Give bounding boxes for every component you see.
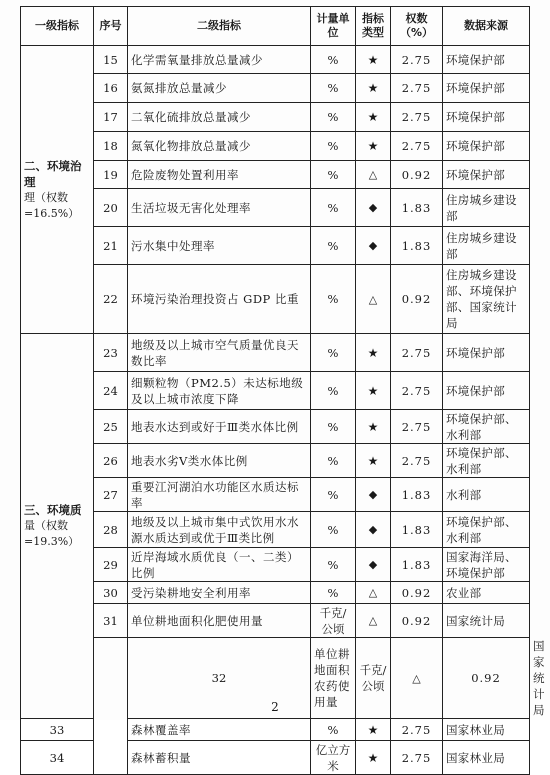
- unit-cell: 千克/公顷: [356, 638, 391, 719]
- row-number: 18: [94, 132, 128, 161]
- weight-cell: 1.83: [391, 227, 443, 265]
- row-number: 29: [94, 548, 128, 582]
- indicator-name: 地级及以上城市集中式饮用水水源水质达到或优于Ⅲ类比例: [128, 512, 311, 548]
- indicator-name: 氨氮排放总量减少: [128, 74, 311, 103]
- unit-cell: %: [311, 334, 356, 372]
- source-cell: 环境保护部: [443, 161, 530, 189]
- triangle-icon: △: [368, 586, 378, 599]
- star-icon: ★: [367, 52, 379, 67]
- source-cell: 农业部: [443, 582, 530, 604]
- unit-cell: %: [311, 189, 356, 227]
- table-row: [21, 103, 530, 132]
- indicator-name: 二氧化硫排放总量减少: [128, 103, 311, 132]
- header-weight: 权数（%）: [391, 7, 443, 46]
- table-row: [21, 478, 530, 512]
- row-number: 31: [94, 604, 128, 638]
- source-cell: 国家林业局: [443, 741, 530, 775]
- table-row: [21, 161, 530, 189]
- source-cell: 环境保护部、水利部: [443, 512, 530, 548]
- indicator-name: 近岸海域水质优良（一、二类）比例: [128, 548, 311, 582]
- type-cell: [356, 582, 391, 604]
- header-unit: 计量单位: [311, 7, 356, 46]
- unit-cell: %: [311, 410, 356, 444]
- star-icon: ★: [367, 110, 379, 124]
- source-cell: 环境保护部: [443, 372, 530, 410]
- unit-cell: %: [311, 444, 356, 478]
- category-weight-value: =16.5%）: [24, 206, 80, 220]
- table-row: [21, 132, 530, 161]
- category-weight-prefix: 理（权数: [24, 190, 68, 204]
- category-weight-prefix: 量（权数: [24, 519, 68, 532]
- type-cell: [356, 741, 391, 775]
- weight-cell: 0.92: [391, 582, 443, 604]
- diamond-icon: ◆: [368, 523, 378, 536]
- source-cell: 国家海洋局、环境保护部: [443, 548, 530, 582]
- star-icon: ★: [367, 81, 379, 95]
- type-cell: [356, 334, 391, 372]
- weight-cell: 1.83: [391, 189, 443, 227]
- row-number: 32: [128, 638, 311, 719]
- indicator-name: 污水集中处理率: [128, 227, 311, 265]
- indicator-name: 单位耕地面积化肥使用量: [128, 604, 311, 638]
- unit-cell: 千克/公顷: [311, 604, 356, 638]
- type-cell: [356, 372, 391, 410]
- diamond-icon: ◆: [368, 239, 378, 252]
- weight-cell: 2.75: [391, 103, 443, 132]
- row-number: 22: [94, 265, 128, 334]
- category-cell-env-quality: [21, 334, 94, 719]
- type-cell: [356, 512, 391, 548]
- type-cell: [356, 265, 391, 334]
- source-cell: 环境保护部: [443, 132, 530, 161]
- unit-cell: %: [311, 46, 356, 74]
- weight-cell: 2.75: [391, 46, 443, 74]
- unit-cell: %: [311, 161, 356, 189]
- table-row: 32 单位耕地面积农药使用量 千克/公顷 △ 0.92 国家统计局: [21, 638, 530, 719]
- row-number: 23: [94, 334, 128, 372]
- table-row: [21, 582, 530, 604]
- row-number: 25: [94, 410, 128, 444]
- star-icon: ★: [367, 139, 379, 153]
- category-title: 三、环境质: [24, 503, 82, 517]
- unit-cell: %: [311, 719, 356, 741]
- weight-cell: 2.75: [391, 74, 443, 103]
- header-source: 数据来源: [443, 7, 530, 46]
- source-cell: 环境保护部: [443, 74, 530, 103]
- table-row: [21, 604, 530, 638]
- type-cell: [356, 161, 391, 189]
- type-cell: [356, 132, 391, 161]
- type-cell: [356, 227, 391, 265]
- row-number: 33: [21, 719, 94, 741]
- triangle-icon: △: [368, 292, 378, 306]
- indicator-name: 细颗粒物（PM2.5）未达标地级及以上城市浓度下降: [128, 372, 311, 410]
- table-row: [21, 334, 530, 372]
- indicator-name: 化学需氧量排放总量减少: [128, 46, 311, 74]
- row-number: 28: [94, 512, 128, 548]
- type-cell: [356, 103, 391, 132]
- source-cell: 住房城乡建设部: [443, 227, 530, 265]
- source-cell: 国家林业局: [443, 719, 530, 741]
- type-cell: [356, 410, 391, 444]
- unit-cell: %: [311, 74, 356, 103]
- unit-cell: %: [311, 372, 356, 410]
- row-number: 26: [94, 444, 128, 478]
- weight-cell: 2.75: [391, 334, 443, 372]
- indicator-name: 氮氧化物排放总量减少: [128, 132, 311, 161]
- weight-cell: 2.75: [391, 132, 443, 161]
- table-row: [21, 46, 530, 74]
- indicator-name: 受污染耕地安全利用率: [128, 582, 311, 604]
- triangle-icon: △: [412, 671, 421, 685]
- type-cell: [356, 46, 391, 74]
- unit-cell: %: [311, 103, 356, 132]
- source-cell: 环境保护部: [443, 46, 530, 74]
- indicator-name: 森林覆盖率: [128, 719, 311, 741]
- type-cell: [356, 444, 391, 478]
- star-icon: ★: [367, 419, 379, 434]
- category-title: 二、环境治理: [24, 158, 82, 189]
- weight-cell: 0.92: [391, 161, 443, 189]
- table-header-row: [21, 7, 530, 46]
- indicator-table: [20, 6, 545, 775]
- indicator-name: 地表水达到或好于Ⅲ类水体比例: [128, 410, 311, 444]
- source-cell: 环境保护部: [443, 103, 530, 132]
- source-cell: 住房城乡建设部、环境保护部、国家统计局: [443, 265, 530, 334]
- indicator-name: 地表水劣Ⅴ类水体比例: [128, 444, 311, 478]
- header-type: 指标类型: [356, 7, 391, 46]
- indicator-name: 单位耕地面积农药使用量: [311, 638, 356, 719]
- weight-cell: 1.83: [391, 478, 443, 512]
- table-row: [21, 265, 530, 334]
- weight-cell: 0.92: [391, 265, 443, 334]
- row-number: 34: [21, 741, 94, 775]
- weight-cell: 0.92: [443, 638, 530, 719]
- indicator-name: 环境污染治理投资占 GDP 比重: [128, 265, 311, 334]
- source-cell: 环境保护部、水利部: [443, 444, 530, 478]
- weight-cell: 1.83: [391, 512, 443, 548]
- table-row: [21, 512, 530, 548]
- source-cell: 国家统计局: [443, 604, 530, 638]
- star-icon: ★: [367, 453, 379, 468]
- category-weight-value: =19.3%）: [24, 535, 80, 548]
- row-number: 21: [94, 227, 128, 265]
- weight-cell: 2.75: [391, 410, 443, 444]
- row-number: 15: [94, 46, 128, 74]
- source-cell: 环境保护部、水利部: [443, 410, 530, 444]
- unit-cell: 亿立方米: [311, 741, 356, 775]
- weight-cell: 1.83: [391, 548, 443, 582]
- indicator-name: 地级及以上城市空气质量优良天数比率: [128, 334, 311, 372]
- type-cell: [356, 478, 391, 512]
- type-cell: [356, 548, 391, 582]
- category-cell-env-governance: [21, 46, 94, 334]
- row-number: 24: [94, 372, 128, 410]
- diamond-icon: ◆: [368, 558, 378, 571]
- star-icon: ★: [367, 722, 379, 737]
- table-row: [21, 372, 530, 410]
- type-cell: [356, 74, 391, 103]
- type-cell: [356, 189, 391, 227]
- row-number: 16: [94, 74, 128, 103]
- weight-cell: 0.92: [391, 604, 443, 638]
- type-cell: [356, 719, 391, 741]
- unit-cell: %: [311, 227, 356, 265]
- table-row: [21, 444, 530, 478]
- triangle-icon: △: [368, 614, 378, 627]
- indicator-name: 重要江河湖泊水功能区水质达标率: [128, 478, 311, 512]
- row-number: 30: [94, 582, 128, 604]
- header-category: 一级指标: [21, 7, 94, 46]
- header-number: 序号: [94, 7, 128, 46]
- table-row: [21, 189, 530, 227]
- table-row: [21, 74, 530, 103]
- weight-cell: 2.75: [391, 444, 443, 478]
- weight-cell: 2.75: [391, 372, 443, 410]
- source-cell: 水利部: [443, 478, 530, 512]
- row-number: 19: [94, 161, 128, 189]
- table-row: [21, 548, 530, 582]
- indicator-name: 危险废物处置利用率: [128, 161, 311, 189]
- unit-cell: %: [311, 265, 356, 334]
- page-number: 2: [271, 700, 279, 714]
- type-cell: [356, 604, 391, 638]
- unit-cell: %: [311, 548, 356, 582]
- diamond-icon: ◆: [368, 488, 378, 501]
- unit-cell: %: [311, 132, 356, 161]
- indicator-name: 生活垃圾无害化处理率: [128, 189, 311, 227]
- unit-cell: %: [311, 512, 356, 548]
- header-indicator-name: 二级指标: [128, 7, 311, 46]
- diamond-icon: ◆: [368, 201, 378, 214]
- row-number: 27: [94, 478, 128, 512]
- source-cell: 住房城乡建设部: [443, 189, 530, 227]
- source-cell: 环境保护部: [443, 334, 530, 372]
- row-number: 20: [94, 189, 128, 227]
- weight-cell: 2.75: [391, 719, 443, 741]
- star-icon: ★: [367, 383, 379, 398]
- table-row: [21, 227, 530, 265]
- triangle-icon: △: [368, 168, 378, 181]
- weight-cell: 2.75: [391, 741, 443, 775]
- indicator-name: 森林蓄积量: [128, 741, 311, 775]
- table-row: [21, 410, 530, 444]
- unit-cell: %: [311, 582, 356, 604]
- row-number: 17: [94, 103, 128, 132]
- star-icon: ★: [367, 750, 379, 765]
- star-icon: ★: [367, 345, 379, 360]
- unit-cell: %: [311, 478, 356, 512]
